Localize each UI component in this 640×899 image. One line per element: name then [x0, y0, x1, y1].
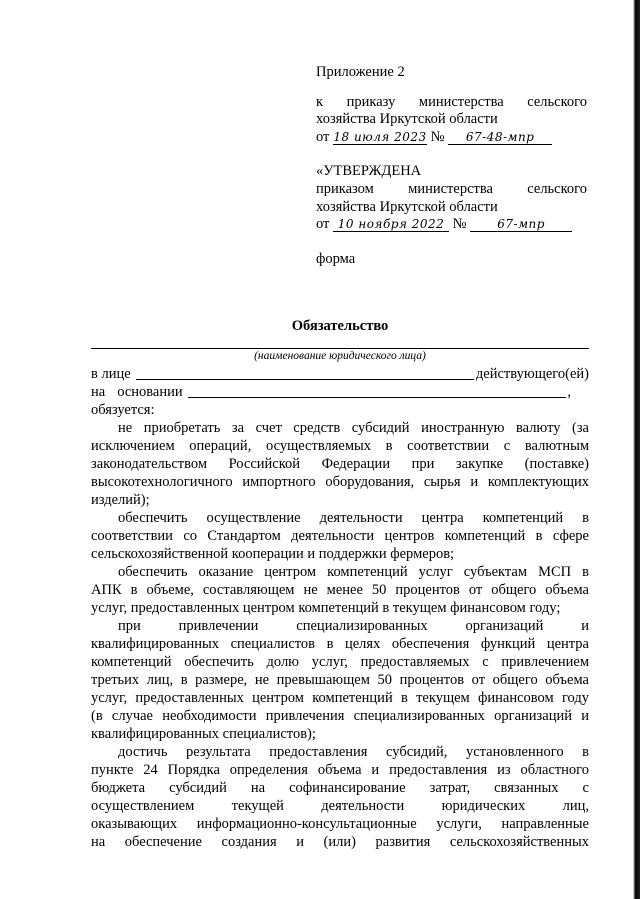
body-line: изделий);	[91, 492, 150, 508]
approved-line-2: хозяйства Иркутской области	[316, 199, 498, 215]
form-label: форма	[316, 251, 356, 267]
body-line: осуществлением текущей деятельности юридических лиц,	[91, 798, 589, 814]
annex-line-1	[316, 94, 587, 111]
handwritten-date: 18 июля 2023	[333, 130, 427, 144]
annex-word: сельского	[527, 94, 587, 110]
doc-title: Обязательство	[291, 318, 389, 334]
basis-word: основании	[117, 384, 183, 400]
annex-date-row	[316, 129, 552, 146]
body-line: услуг, предоставленных центром компетенций в текущем финансовом году	[91, 690, 589, 706]
body-line: высокотехнологичного импортного оборудования, сырья и комплектующих	[91, 474, 589, 490]
entity-caption: (наименование юридического лица)	[254, 350, 426, 362]
scan-edge-shadow	[633, 0, 640, 899]
body-line: квалифицированных специалистов);	[91, 726, 316, 742]
approved-line-1	[316, 181, 587, 198]
handwritten-date: 10 ноября 2022	[333, 217, 449, 232]
in-person-row	[91, 366, 589, 383]
number-label: №	[452, 216, 467, 232]
body-line: достичь результата предоставления субсидий, установленного в	[118, 744, 589, 760]
body-line: обеспечить оказание центром компетенций услуг субъектам МСП в	[118, 564, 589, 580]
obliges-label: обязуется:	[91, 402, 155, 418]
annex-line-2: хозяйства Иркутской области	[316, 111, 498, 127]
basis-end: ,	[567, 384, 571, 400]
body-line: не приобретать за счет средств субсидий иностранную валюту (за	[118, 420, 589, 436]
approved-title: «УТВЕРЖДЕНА	[316, 163, 422, 179]
approved-word: приказом	[316, 181, 374, 197]
from-label: от	[316, 216, 330, 232]
approved-word: сельского	[527, 181, 587, 197]
handwritten-number: 67-48-мпр	[448, 130, 552, 145]
body-line: третьих лиц, в размере, не превышающем 50 процентов от общего объема	[91, 672, 589, 688]
body-line: соответствии со Стандартом деятельности центров компетенций в сфере	[91, 528, 589, 544]
from-label: от	[316, 129, 330, 145]
annex-title: Приложение 2	[316, 64, 405, 80]
body-line: законодательством Российской Федерации при закупке (поставке)	[91, 456, 589, 472]
handwritten-number: 67-мпр	[470, 217, 572, 232]
body-line: (в случае необходимости привлечения специализированных организаций и	[91, 708, 589, 724]
in-person-blank	[136, 379, 474, 380]
body-line: сельскохозяйственной кооперации и поддержки фермеров;	[91, 546, 455, 562]
body-line: АПК в объеме, составляющем не менее 50 процентов от общего объема	[91, 582, 589, 598]
body-line: оказывающих информационно-консультационные услуги, направленные	[91, 816, 589, 832]
annex-word: к	[316, 94, 324, 110]
body-line: обеспечить осуществление деятельности центра компетенций в	[118, 510, 589, 526]
basis-blank	[188, 397, 567, 398]
body-line: компетенций обеспечить долю услуг, предоставляемых с привлечением	[91, 654, 589, 670]
body-line: услуг, предоставленных центром компетенций в текущем финансовом году;	[91, 600, 561, 616]
in-person-label: в лице	[91, 366, 131, 382]
body-line: пункте 24 Порядка определения объема и предоставления из областного	[91, 762, 589, 778]
annex-word: министерства	[418, 94, 504, 110]
approved-date-row	[316, 216, 572, 233]
body-line: на обеспечение создания и (или) развития сельскохозяйственных	[91, 834, 589, 850]
body-line: исключением операций, осуществляемых в соответствии с валютным	[91, 438, 589, 454]
approved-word: министерства	[408, 181, 493, 197]
number-label: №	[430, 129, 445, 145]
body-line: квалифицированных специалистов в целях обеспечения функций центра	[91, 636, 589, 652]
entity-name-line	[91, 348, 589, 349]
basis-word: на	[91, 384, 106, 400]
acting-label: действующего(ей)	[475, 366, 589, 382]
annex-word: приказу	[346, 94, 396, 110]
basis-row	[91, 384, 571, 401]
body-line: бюджета субсидий на софинансирование затрат, связанных с	[91, 780, 589, 796]
body-line: при привлечении специализированных организаций и	[118, 618, 589, 634]
